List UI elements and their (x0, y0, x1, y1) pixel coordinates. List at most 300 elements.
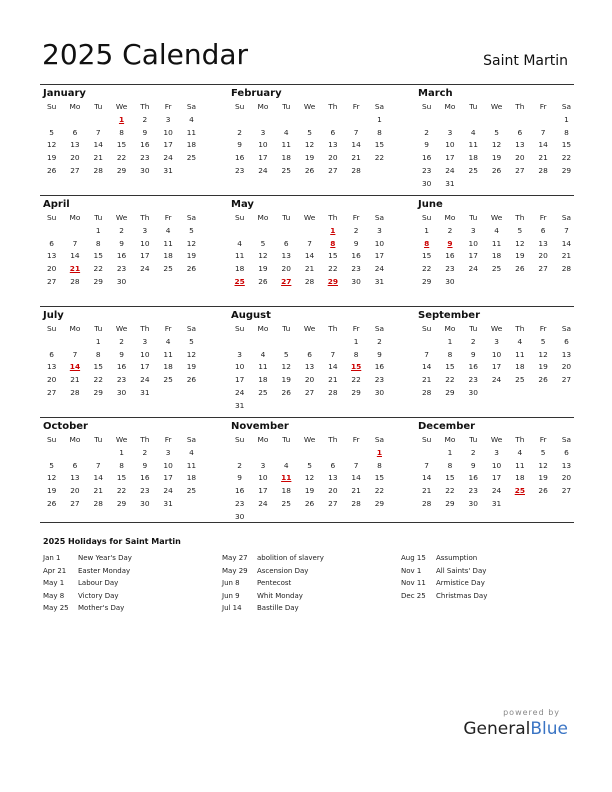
day: 4 (189, 447, 194, 457)
day: 10 (163, 127, 173, 137)
holiday-day: 21 (69, 264, 81, 274)
month-august (228, 307, 386, 413)
empty-day (87, 114, 110, 127)
day: 31 (163, 165, 173, 175)
day: 25 (281, 498, 291, 508)
holiday-date: May 25 (43, 604, 69, 613)
day: 26 (186, 375, 197, 385)
weekday-label: Th (140, 324, 150, 333)
day: 8 (119, 127, 124, 137)
day: 18 (491, 251, 502, 261)
day: 6 (307, 349, 312, 359)
day: 5 (189, 225, 194, 235)
day: 5 (307, 460, 312, 470)
day: 27 (328, 498, 338, 508)
day: 20 (46, 375, 57, 385)
holiday-date: Nov 11 (401, 579, 426, 588)
empty-day (275, 336, 298, 349)
day: 20 (281, 264, 291, 274)
day: 28 (421, 387, 432, 397)
day: 10 (140, 349, 150, 359)
day: 4 (494, 225, 499, 235)
weekday-label: Su (234, 324, 245, 333)
day: 23 (351, 264, 361, 274)
empty-day (321, 114, 344, 127)
weekday-label: We (115, 324, 128, 333)
day: 24 (258, 498, 268, 508)
day: 30 (140, 165, 150, 175)
day: 8 (377, 127, 382, 137)
holiday-date: Apr 21 (43, 566, 67, 575)
month-name: January (43, 88, 86, 99)
powered-by-text: powered by (503, 708, 560, 717)
day: 16 (140, 140, 150, 150)
day: 29 (93, 276, 103, 286)
holiday-day: 11 (281, 473, 292, 483)
day: 11 (163, 349, 173, 359)
day: 11 (515, 349, 525, 359)
weekday-label: Fr (539, 324, 547, 333)
day: 16 (468, 362, 478, 372)
weekday-label: Su (421, 435, 432, 444)
weekday-label: Th (140, 213, 150, 222)
generalblue-logo[interactable] (463, 719, 568, 739)
day: 27 (561, 486, 572, 496)
day: 18 (163, 251, 173, 261)
holiday-day: 29 (327, 276, 338, 286)
day: 20 (538, 251, 548, 261)
weekday-label: Fr (352, 435, 360, 444)
empty-day (228, 447, 251, 460)
day: 29 (116, 498, 127, 508)
day: 19 (491, 153, 502, 163)
day: 18 (468, 153, 478, 163)
day: 18 (281, 153, 291, 163)
weekday-label: We (303, 102, 316, 111)
empty-day (298, 447, 321, 460)
day: 20 (328, 153, 338, 163)
day: 5 (260, 238, 266, 248)
empty-day (251, 336, 274, 349)
day: 9 (142, 127, 148, 137)
day: 17 (374, 251, 385, 261)
day: 28 (351, 498, 361, 508)
empty-day (228, 114, 251, 127)
day: 26 (304, 165, 315, 175)
holiday-date: Jun 8 (222, 579, 240, 588)
day: 30 (351, 276, 361, 286)
day: 15 (445, 362, 455, 372)
day: 27 (70, 165, 80, 175)
day: 9 (424, 140, 429, 150)
day: 6 (330, 127, 336, 137)
day: 9 (353, 238, 359, 248)
weekday-label: Mo (257, 213, 269, 222)
holiday-name: Ascension Day (257, 566, 309, 575)
day: 30 (421, 178, 432, 188)
holiday-item (222, 602, 392, 615)
day: 6 (49, 238, 54, 248)
day: 14 (93, 140, 103, 150)
day: 27 (561, 375, 572, 385)
weekday-label: Sa (561, 324, 572, 333)
holiday-name: New Year's Day (78, 554, 132, 562)
day: 26 (186, 264, 197, 274)
weekday-label: Tu (469, 435, 478, 444)
day: 9 (470, 460, 476, 470)
day: 25 (491, 264, 502, 274)
empty-day (63, 225, 86, 238)
day: 22 (561, 153, 572, 163)
day: 23 (234, 165, 245, 175)
holiday-name: All Saints' Day (436, 566, 487, 575)
month-name: August (231, 310, 271, 321)
holiday-name: Armistice Day (436, 579, 485, 588)
holiday-day: 14 (69, 362, 81, 372)
holiday-item (222, 565, 392, 578)
day: 4 (283, 460, 289, 470)
day: 28 (70, 276, 80, 286)
day: 22 (445, 375, 455, 385)
day: 13 (328, 140, 338, 150)
month-july (40, 307, 198, 400)
day: 30 (445, 276, 455, 286)
day-grid (228, 212, 386, 289)
day: 4 (470, 127, 476, 137)
day: 18 (186, 473, 197, 483)
empty-day (415, 447, 438, 460)
month-may (228, 196, 386, 289)
day: 11 (163, 238, 173, 248)
day: 7 (72, 238, 78, 248)
month-october (40, 418, 198, 511)
empty-day (415, 336, 438, 349)
weekday-label: Tu (469, 324, 478, 333)
day: 6 (564, 336, 569, 346)
day: 24 (140, 264, 150, 274)
day: 19 (304, 486, 315, 496)
day: 3 (494, 336, 499, 346)
day: 8 (95, 238, 101, 248)
day: 12 (46, 140, 57, 150)
empty-day (228, 336, 251, 349)
holiday-name: Christmas Day (436, 591, 488, 600)
day: 4 (517, 447, 523, 457)
weekday-label: We (115, 102, 128, 111)
weekday-label: Fr (164, 213, 172, 222)
holiday-date: May 29 (222, 566, 248, 575)
months-grid (40, 84, 574, 528)
day: 25 (515, 375, 525, 385)
day: 6 (72, 127, 78, 137)
month-name: July (43, 310, 64, 321)
weekday-label: We (490, 102, 503, 111)
day: 31 (374, 276, 385, 286)
holiday-date: Jan 1 (43, 554, 61, 562)
month-name: March (418, 88, 453, 99)
holiday-day: 9 (447, 238, 453, 248)
day: 11 (258, 362, 268, 372)
month-name: June (418, 199, 443, 210)
day: 19 (304, 153, 315, 163)
day: 3 (260, 460, 266, 470)
weekday-label: Th (515, 324, 525, 333)
day: 4 (260, 349, 266, 359)
day: 6 (517, 127, 523, 137)
day: 1 (564, 114, 569, 124)
empty-day (251, 447, 274, 460)
weekday-label: Tu (282, 435, 291, 444)
day: 18 (515, 362, 525, 372)
day: 4 (165, 336, 171, 346)
day: 29 (445, 387, 455, 397)
day: 24 (468, 264, 478, 274)
empty-day (251, 114, 274, 127)
month-row (40, 417, 574, 528)
day: 12 (186, 238, 197, 248)
day-grid (40, 101, 198, 178)
holiday-day: 25 (234, 276, 245, 286)
day: 17 (140, 251, 150, 261)
day: 17 (445, 153, 455, 163)
weekday-label: Fr (352, 324, 360, 333)
empty-day (508, 114, 531, 127)
empty-day (298, 336, 321, 349)
day: 25 (186, 486, 197, 496)
weekday-label: Tu (469, 102, 478, 111)
day: 24 (491, 375, 502, 385)
holiday-date: May 1 (43, 579, 65, 588)
day: 14 (351, 473, 361, 483)
day: 10 (491, 460, 502, 470)
day: 19 (281, 375, 291, 385)
empty-day (321, 336, 344, 349)
day: 14 (538, 140, 548, 150)
weekday-label: Sa (374, 213, 385, 222)
empty-day (275, 225, 298, 238)
day: 25 (258, 387, 268, 397)
day: 3 (494, 447, 499, 457)
weekday-label: We (490, 435, 503, 444)
holiday-name: Bastille Day (257, 604, 299, 613)
day: 28 (538, 165, 548, 175)
day: 3 (142, 225, 148, 235)
weekday-label: Fr (539, 102, 547, 111)
holiday-item (43, 602, 213, 615)
holiday-item (43, 577, 213, 590)
day: 14 (304, 251, 315, 261)
holidays-column (401, 552, 571, 602)
day: 2 (237, 460, 242, 470)
day: 5 (540, 447, 546, 457)
weekday-label: Mo (257, 435, 269, 444)
day: 23 (421, 165, 432, 175)
weekday-label: Tu (282, 213, 291, 222)
day: 10 (445, 140, 455, 150)
weekday-label: Sa (186, 435, 197, 444)
day: 20 (304, 375, 315, 385)
holiday-date: May 27 (222, 554, 248, 562)
holiday-day: 25 (514, 486, 525, 496)
day: 14 (351, 140, 361, 150)
day: 17 (258, 153, 268, 163)
day: 13 (561, 460, 572, 470)
empty-day (40, 336, 63, 349)
day: 7 (540, 127, 546, 137)
weekday-label: We (303, 435, 316, 444)
month-row (40, 84, 574, 195)
day: 26 (515, 264, 525, 274)
day: 17 (468, 251, 478, 261)
day: 13 (70, 140, 80, 150)
day: 27 (515, 165, 525, 175)
day: 31 (163, 498, 173, 508)
day: 5 (494, 127, 499, 137)
holidays-column (222, 552, 392, 615)
day: 29 (421, 276, 432, 286)
weekday-label: Sa (374, 324, 385, 333)
day: 7 (353, 127, 359, 137)
day: 28 (421, 498, 432, 508)
day: 6 (283, 238, 289, 248)
weekday-label: We (490, 213, 503, 222)
day: 23 (445, 264, 455, 274)
weekday-label: Su (421, 102, 432, 111)
day: 15 (561, 140, 572, 150)
day: 9 (237, 140, 242, 150)
day: 4 (237, 238, 242, 248)
day: 15 (116, 473, 127, 483)
month-name: April (43, 199, 70, 210)
day: 5 (540, 336, 546, 346)
day: 17 (163, 473, 173, 483)
day: 28 (93, 165, 103, 175)
holiday-date: Dec 25 (401, 591, 426, 600)
day: 7 (353, 460, 359, 470)
day: 26 (281, 387, 291, 397)
day: 13 (561, 349, 572, 359)
day: 21 (70, 375, 80, 385)
brand-general: General (463, 719, 531, 739)
day: 9 (237, 473, 242, 483)
day: 17 (258, 486, 268, 496)
day: 29 (351, 387, 361, 397)
day: 24 (140, 375, 150, 385)
weekday-label: Sa (561, 213, 572, 222)
month-september (415, 307, 573, 400)
day: 29 (561, 165, 572, 175)
empty-day (228, 225, 251, 238)
day: 12 (258, 251, 268, 261)
day: 12 (515, 238, 525, 248)
month-name: September (418, 310, 480, 321)
day: 29 (116, 165, 127, 175)
day: 15 (93, 251, 103, 261)
day: 22 (374, 153, 385, 163)
holiday-day: 1 (376, 447, 382, 457)
day: 27 (70, 498, 80, 508)
day: 20 (46, 264, 57, 274)
day: 5 (283, 349, 289, 359)
holiday-name: Mother's Day (78, 604, 125, 613)
weekday-label: Mo (257, 324, 269, 333)
holiday-item (401, 552, 571, 565)
day-grid (40, 212, 198, 289)
day: 31 (234, 400, 245, 410)
day: 1 (119, 447, 124, 457)
empty-day (344, 447, 367, 460)
day: 13 (538, 238, 548, 248)
weekday-label: We (490, 324, 503, 333)
weekday-label: We (115, 213, 128, 222)
day: 29 (374, 498, 385, 508)
day: 23 (116, 264, 127, 274)
day: 24 (234, 387, 245, 397)
day: 5 (189, 336, 194, 346)
day: 18 (281, 486, 291, 496)
day: 1 (377, 114, 382, 124)
day: 30 (374, 387, 385, 397)
brand-blue: Blue (530, 719, 568, 739)
day: 14 (561, 238, 572, 248)
weekday-label: Mo (444, 213, 456, 222)
holiday-item (43, 565, 213, 578)
day: 30 (140, 498, 150, 508)
day: 28 (351, 165, 361, 175)
weekday-label: Mo (69, 213, 81, 222)
holiday-item (222, 590, 392, 603)
holiday-item (43, 552, 213, 565)
day: 21 (304, 264, 315, 274)
day: 22 (116, 153, 127, 163)
day: 12 (538, 460, 548, 470)
day: 19 (46, 486, 57, 496)
day: 16 (116, 251, 127, 261)
holiday-item (401, 577, 571, 590)
day: 10 (163, 460, 173, 470)
weekday-label: Fr (164, 435, 172, 444)
day: 16 (140, 473, 150, 483)
weekday-label: Th (515, 102, 525, 111)
day: 5 (49, 460, 54, 470)
day-grid (228, 434, 386, 524)
holidays-title: 2025 Holidays for Saint Martin (43, 537, 181, 546)
weekday-label: Su (46, 102, 57, 111)
day: 10 (258, 140, 268, 150)
weekday-label: Su (421, 324, 432, 333)
weekday-label: Tu (94, 324, 103, 333)
weekday-label: Th (328, 102, 338, 111)
day: 21 (561, 251, 572, 261)
day: 29 (445, 498, 455, 508)
weekday-label: Tu (94, 102, 103, 111)
day: 9 (119, 238, 124, 248)
empty-day (40, 225, 63, 238)
day: 12 (46, 473, 57, 483)
day: 12 (538, 349, 548, 359)
day: 2 (470, 447, 476, 457)
day: 21 (93, 153, 103, 163)
day: 13 (46, 251, 57, 261)
holiday-date: Jun 9 (222, 591, 240, 600)
day: 17 (140, 362, 150, 372)
day: 10 (491, 349, 502, 359)
weekday-label: Su (234, 213, 245, 222)
empty-day (275, 447, 298, 460)
day: 19 (258, 264, 268, 274)
day: 13 (46, 362, 57, 372)
day: 10 (258, 473, 268, 483)
